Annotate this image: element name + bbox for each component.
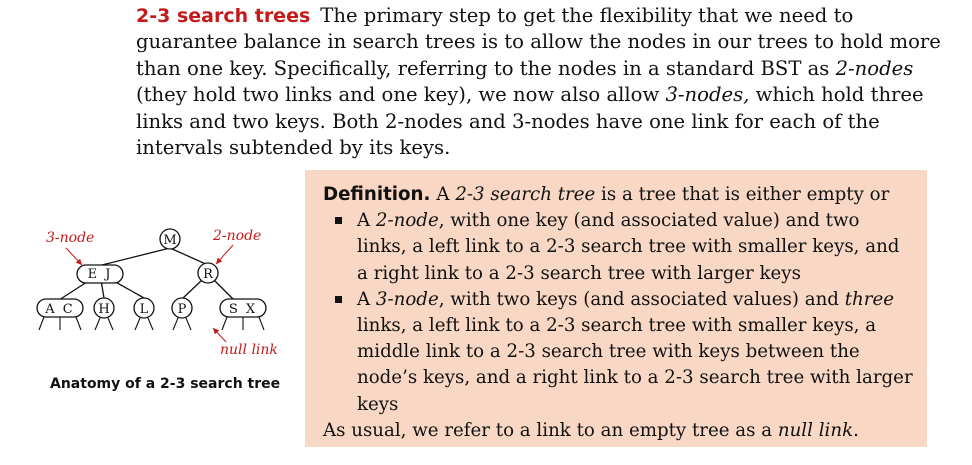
- definition-intro: [323, 182, 913, 208]
- item2-c: links, a left link to a 2-3 search tree with smaller keys, a middle link to a 2-3 search tree with keys between the node’s keys, and a right link to a 2-3 search tree with larger keys: [357, 315, 913, 415]
- arrow-null-link: [213, 328, 226, 342]
- definition-heading: Definition.: [323, 184, 431, 205]
- label-3node: 3-node: [46, 230, 95, 246]
- item1-term: 2-node: [375, 210, 439, 232]
- definition-intro-b: is a tree that is either empty or: [595, 184, 890, 205]
- closing-term: null link: [777, 419, 854, 441]
- item1-b: , with one key (and associated value) and two links, a left link to a 2-3 search tree with smaller keys, and a right link to a 2-3 search tree with larger keys: [357, 210, 900, 284]
- definition-box: [305, 170, 927, 447]
- bullet-icon: [335, 296, 342, 303]
- item2-a: A: [357, 288, 376, 310]
- node-key-h: H: [98, 302, 110, 317]
- item2-term-three: three: [844, 288, 894, 310]
- node-key-p: P: [177, 302, 187, 317]
- arrow-3node: [66, 248, 82, 265]
- tree-diagram: [30, 210, 290, 370]
- arrow-2node: [216, 245, 233, 264]
- item1-a: A: [357, 210, 376, 232]
- node-key-l: L: [139, 302, 149, 317]
- null-link-stubs: [39, 317, 264, 330]
- definition-closing: [323, 418, 913, 444]
- label-2node: 2-node: [213, 228, 262, 244]
- definition-term: 2-3 search tree: [455, 184, 596, 205]
- definition-list: [323, 208, 913, 418]
- node-key-r: R: [203, 267, 213, 282]
- definition-intro-a: A: [436, 184, 456, 205]
- node-key-m: M: [163, 233, 177, 248]
- section-title: 2-3 search trees: [136, 5, 311, 27]
- node-key-ej: E J: [87, 267, 113, 282]
- intro-text-b: (they hold two links and one key), we now also allow: [136, 83, 666, 107]
- intro-text-a: The primary step to get the flexibility that we need to guarantee balance in search trees is to allow the nodes in our trees to hold more than one key. Specifically, referring to the nodes in a standard BST as: [136, 4, 941, 80]
- closing-b: .: [853, 419, 859, 441]
- node-key-ac: A C: [45, 302, 75, 317]
- figure-caption: Anatomy of a 2-3 search tree: [50, 376, 281, 392]
- intro-paragraph: [136, 3, 942, 161]
- closing-a: As usual, we refer to a link to an empty tree as a: [323, 419, 778, 441]
- label-null-link: null link: [220, 342, 278, 358]
- intro-text-c: which hold three links and two keys. Both 2-nodes and 3-nodes have one link for each of the intervals subtended by its keys.: [136, 83, 924, 160]
- node-key-sx: S X: [228, 302, 258, 317]
- intro-term-3nodes: 3-nodes,: [665, 83, 750, 107]
- intro-term-2nodes: 2-nodes: [835, 56, 914, 80]
- definition-item-3node: [323, 287, 913, 418]
- item2-term: 3-node: [375, 288, 439, 310]
- item2-b: , with two keys (and associated values) and: [438, 288, 845, 310]
- definition-item-2node: [323, 208, 913, 287]
- bullet-icon: [335, 217, 342, 224]
